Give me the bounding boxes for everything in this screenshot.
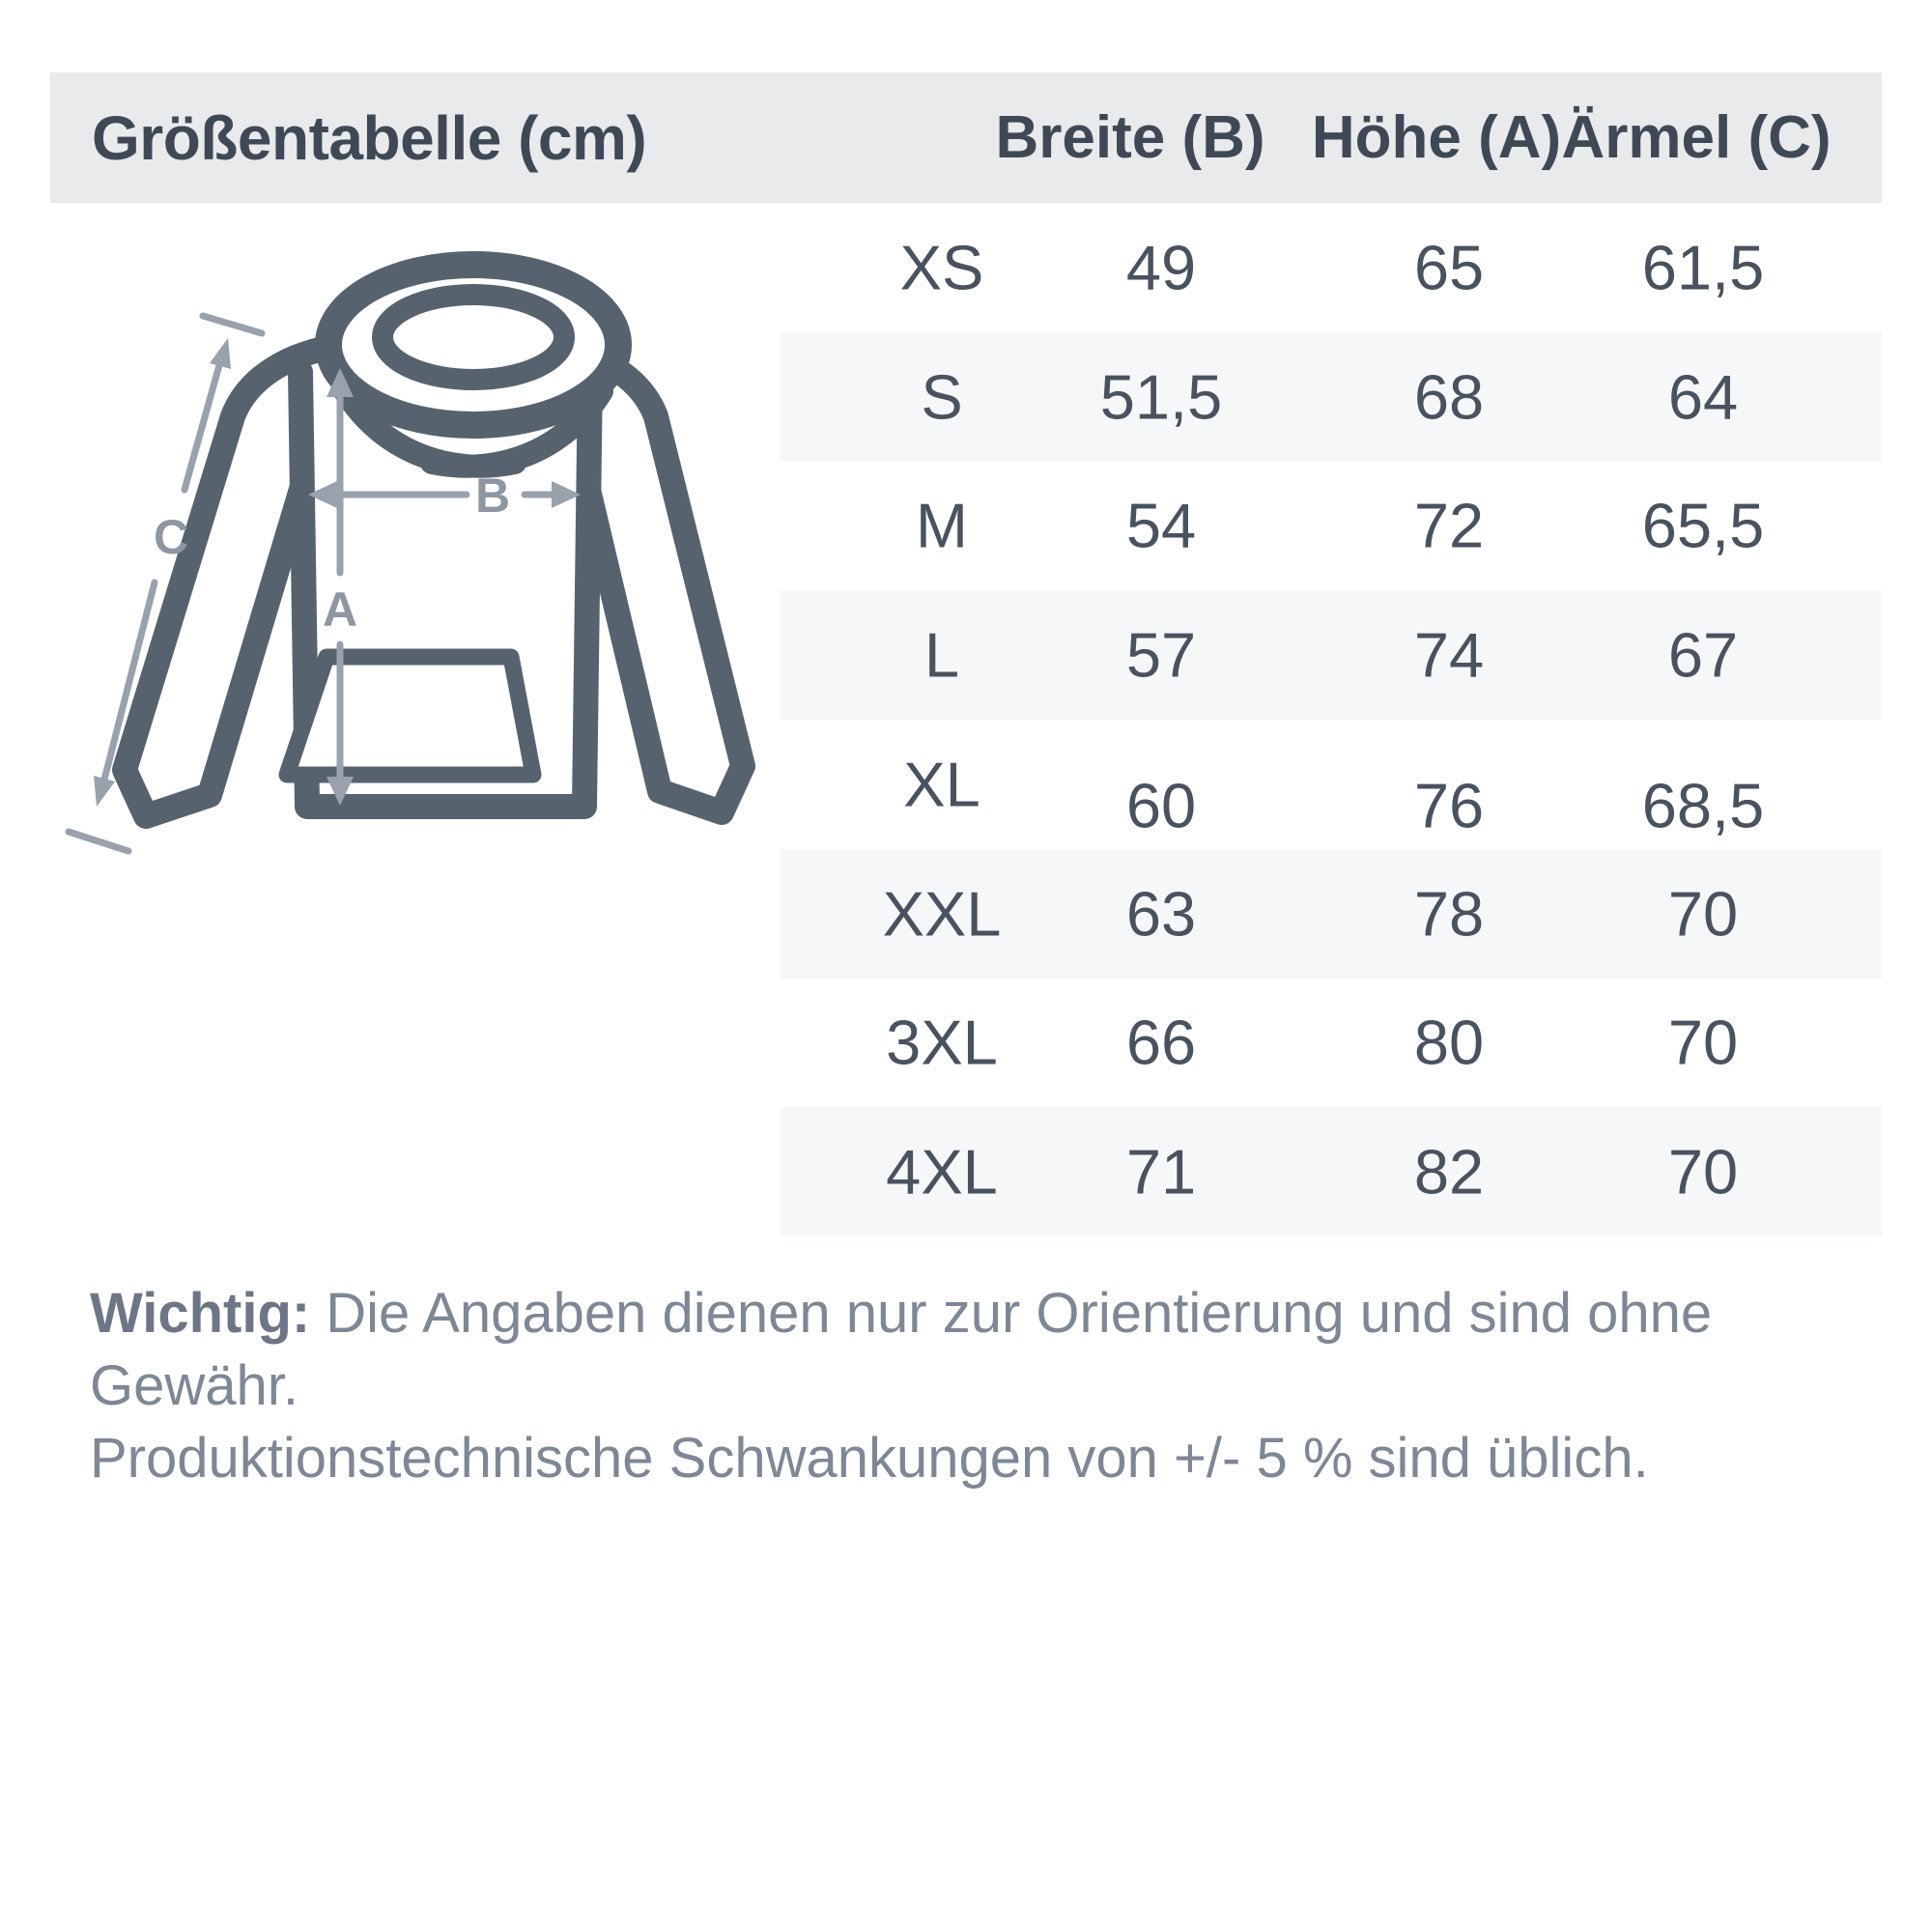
hoehe-cell: 82 — [1413, 1136, 1485, 1208]
table-row-3xl — [781, 979, 1882, 1108]
column-header-hoehe: Höhe (A) — [1311, 104, 1562, 171]
aermel-cell: 67 — [1667, 619, 1739, 691]
column-header-breite: Breite (B) — [995, 104, 1265, 171]
table-header-band — [50, 72, 1882, 203]
label-b: B — [474, 469, 511, 523]
hoehe-cell: 80 — [1413, 1007, 1485, 1078]
size-cell: L — [923, 619, 960, 691]
table-row-4xl — [781, 1107, 1882, 1236]
hoehe-cell: 78 — [1413, 878, 1485, 950]
hoehe-cell: 65 — [1413, 232, 1485, 303]
breite-cell: 66 — [1125, 1007, 1197, 1078]
table-row-s — [781, 332, 1882, 462]
size-cell: XXL — [882, 878, 1002, 950]
size-cell: S — [921, 361, 963, 433]
aermel-cell: 70 — [1667, 878, 1739, 950]
aermel-cell: 64 — [1667, 361, 1739, 433]
hoehe-cell: 68 — [1413, 361, 1485, 433]
breite-cell: 71 — [1125, 1136, 1197, 1208]
column-header-aermel: Ärmel (C) — [1561, 104, 1832, 171]
size-cell: M — [915, 490, 969, 561]
aermel-cell: 70 — [1667, 1136, 1739, 1208]
aermel-cell: 70 — [1667, 1007, 1739, 1078]
table-row-xs — [781, 203, 1882, 332]
label-c: C — [153, 510, 189, 564]
hoodie-measurement-diagram — [53, 227, 787, 884]
breite-cell: 57 — [1125, 619, 1197, 691]
breite-cell: 54 — [1125, 490, 1197, 561]
breite-cell: 49 — [1125, 232, 1197, 303]
disclaimer-text-1: Die Angaben dienen nur zur Orientierung und sind ohne Gewähr. — [90, 1282, 1713, 1417]
table-row-xxl — [781, 849, 1882, 979]
hoehe-cell: 72 — [1413, 490, 1485, 561]
disclaimer-line-2: Produktionstechnische Schwankungen von +/- 5 % sind üblich. — [90, 1427, 1649, 1490]
size-cell: 3XL — [886, 1007, 998, 1078]
size-table — [781, 203, 1882, 1236]
aermel-cell: 68,5 — [1641, 770, 1765, 841]
page-title: Größentabelle (cm) — [92, 102, 647, 173]
label-a: A — [322, 582, 358, 637]
size-cell: XL — [903, 749, 980, 820]
breite-cell: 51,5 — [1099, 361, 1223, 433]
size-cell: 4XL — [886, 1136, 998, 1208]
breite-cell: 60 — [1125, 770, 1197, 841]
disclaimer-note — [90, 1277, 1867, 1494]
size-cell: XS — [899, 232, 984, 303]
hoehe-cell: 76 — [1413, 770, 1485, 841]
disclaimer-line-1 — [90, 1277, 1867, 1422]
aermel-cell: 65,5 — [1641, 490, 1765, 561]
table-row-xl — [781, 720, 1882, 849]
shoulder-tick — [203, 316, 262, 333]
pocket-icon — [287, 657, 533, 775]
cuff-tick — [69, 832, 128, 851]
disclaimer-label: Wichtig: — [90, 1282, 311, 1345]
aermel-cell: 61,5 — [1641, 232, 1765, 303]
table-row-l — [781, 590, 1882, 720]
breite-cell: 63 — [1125, 878, 1197, 950]
hoehe-cell: 74 — [1413, 619, 1485, 691]
table-row-m — [781, 462, 1882, 591]
